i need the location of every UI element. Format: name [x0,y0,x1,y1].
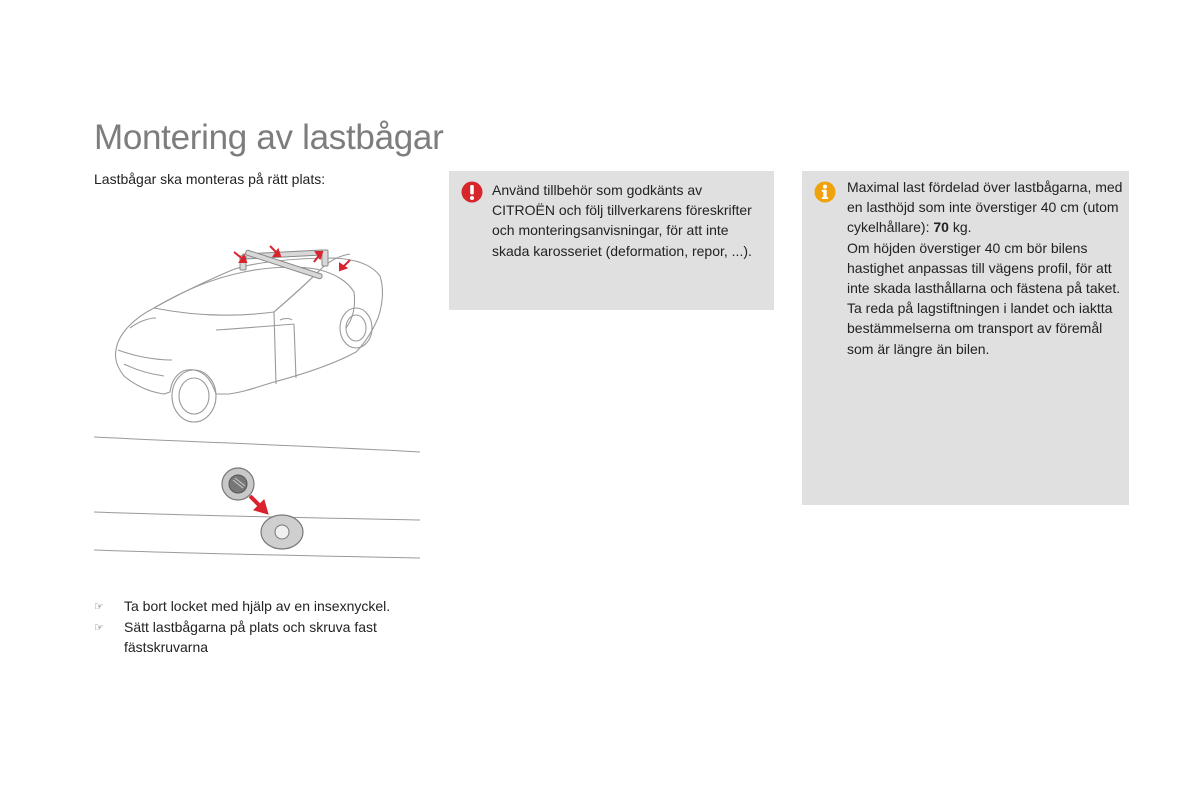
info-box [802,171,1129,505]
warning-paragraph: Använd tillbehör som godkänts av CITROËN och följ tillverkarens föreskrifter och monteringsanvisningar, för att inte skada karosseriet (deformation, repor, ...). [492,182,752,259]
info-text-span: Maximal last fördelad över lastbågarna, med en lasthöjd som inte överstiger 40 cm (utom cykelhållare): [847,179,1123,236]
warning-icon [461,181,483,203]
step-text: Ta bort locket med hjälp av en insexnyckel. [124,598,391,614]
list-item [94,617,424,657]
hand-pointer-icon: ☞ [94,601,104,613]
hand-pointer-icon: ☞ [94,622,104,634]
warning-box [449,171,774,310]
roof-bar-illustration [94,232,422,562]
warning-text [492,180,767,261]
info-paragraph-max-load [847,177,1123,238]
info-icon [814,181,836,203]
step-list [94,596,424,657]
info-text-span: kg. [948,219,972,236]
intro-text: Lastbågar ska monteras på rätt plats: [94,171,326,187]
car-roof-bars-drawing [94,232,422,562]
step-text: Sätt lastbågarna på plats och skruva fast fästskruvarna [124,619,377,655]
page-title: Montering av lastbågar [94,118,444,157]
max-load-value: 70 [933,219,949,236]
info-text [847,177,1123,359]
list-item [94,596,424,617]
info-paragraph-legislation: Ta reda på lagstiftningen i landet och iaktta bestämmelserna om transport av föremål som är längre än bilen. [847,300,1113,357]
info-paragraph-speed: Om höjden överstiger 40 cm bör bilens hastighet anpassas till vägens profil, för att inte skada lasthållarna och fästena på taket. [847,239,1121,297]
